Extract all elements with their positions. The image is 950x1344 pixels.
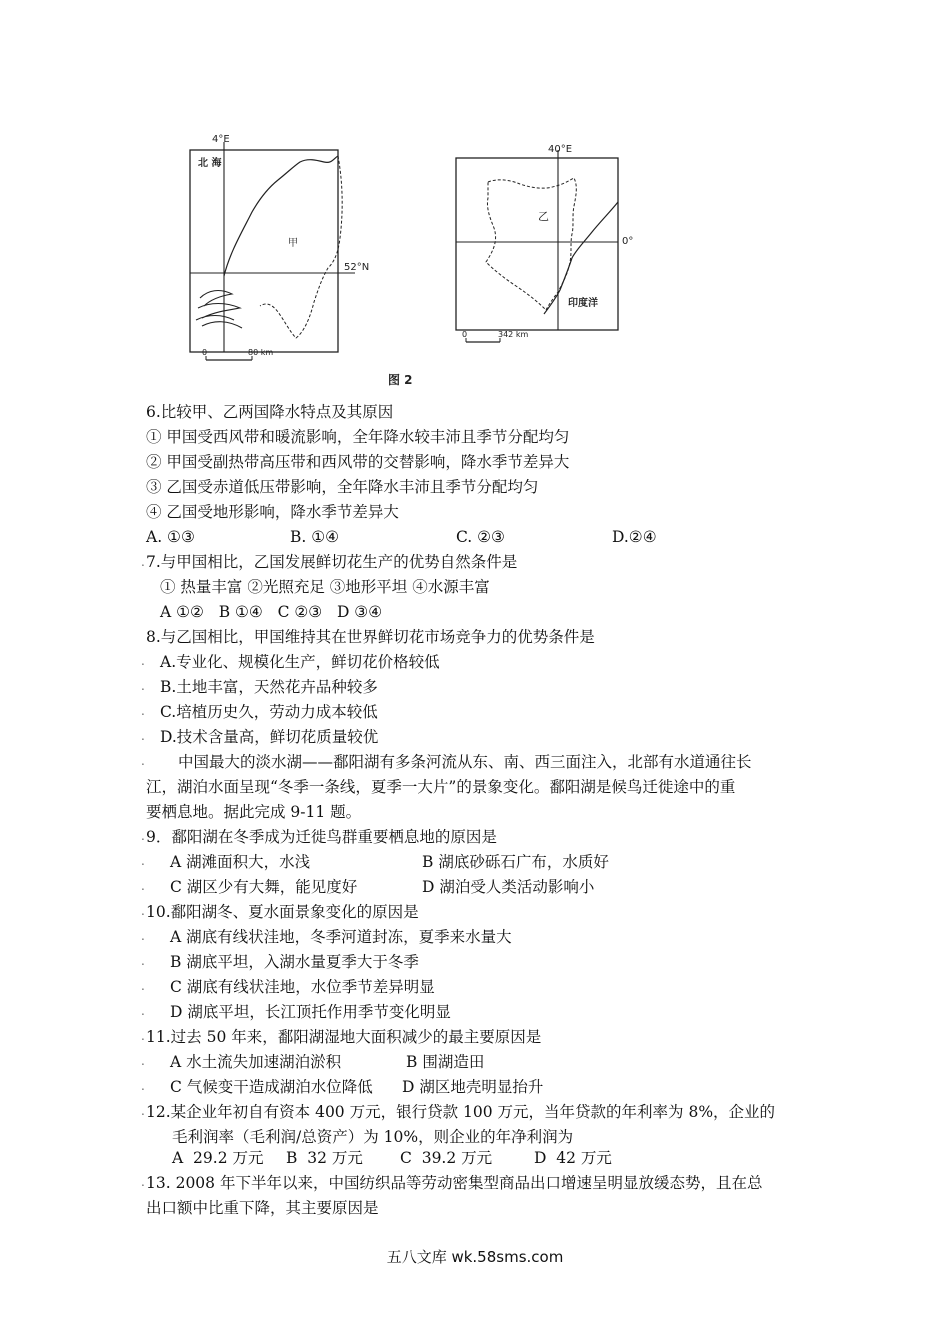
map-yi-lat-label: 0°	[622, 236, 634, 247]
q9-option-a: A 湖滩面积大，水浅	[170, 853, 311, 871]
q6-option-c: C. ②③	[456, 528, 505, 546]
map-jia-coastline	[224, 156, 338, 276]
passage-line-3: 要栖息地。据此完成 9-11 题。	[146, 803, 362, 821]
q13-stem-cont: 出口额中比重下降，其主要原因是	[146, 1199, 379, 1217]
delta-islands	[196, 291, 242, 328]
q8-option-d: D.技术含量高，鲜切花质量较优	[160, 728, 379, 746]
q12-option-b: B 32 万元	[286, 1149, 363, 1167]
q7-stem: 7.与甲国相比，乙国发展鲜切花生产的优势自然条件是	[146, 553, 518, 571]
q10-option-c: C 湖底有线状洼地，水位季节差异明显	[170, 978, 435, 996]
q11-stem: 11.过去 50 年来，鄱阳湖湿地大面积减少的最主要原因是	[146, 1028, 542, 1046]
q12-option-c: C 39.2 万元	[400, 1149, 493, 1167]
q6-statement-3: ③ 乙国受赤道低压带影响，全年降水丰沛且季节分配均匀	[146, 478, 539, 496]
map-yi-border	[486, 178, 576, 310]
map-yi-country-label: 乙	[538, 210, 549, 223]
map-jia-country-label: 甲	[288, 238, 298, 249]
map-jia-scale-dist: 80 km	[248, 348, 274, 357]
q6-statement-1: ① 甲国受西风带和暖流影响，全年降水较丰沛且季节分配均匀	[146, 428, 570, 446]
q6-statement-4: ④ 乙国受地形影响，降水季节差异大	[146, 503, 399, 521]
q11-option-a: A 水土流失加速湖泊淤积	[170, 1053, 342, 1071]
map-yi-scale-dist: 342 km	[498, 330, 529, 339]
q12-stem-cont: 毛利润率（毛利润/总资产）为 10%，则企业的年净利润为	[172, 1128, 574, 1146]
map-jia	[190, 134, 369, 360]
q10-option-b: B 湖底平坦，入湖水量夏季大于冬季	[170, 953, 419, 971]
map-jia-scale-zero: 0	[202, 348, 208, 357]
figure-2-maps	[148, 122, 634, 392]
q7-options: A ①② B ①④ C ②③ D ③④	[160, 603, 383, 621]
q10-option-d: D 湖底平坦，长江顶托作用季节变化明显	[170, 1003, 451, 1021]
q8-option-c: C.培植历史久，劳动力成本较低	[160, 703, 378, 721]
footer-watermark: 五八文库 wk.58sms.com	[386, 1248, 564, 1266]
q9-stem: 9．鄱阳湖在冬季成为迁徙鸟群重要栖息地的原因是	[146, 828, 497, 846]
q12-option-a: A 29.2 万元	[172, 1149, 264, 1167]
passage-line-1: 中国最大的淡水湖——鄱阳湖有多条河流从东、南、西三面注入，北部有水道通往长	[178, 753, 752, 771]
figure-caption: 图 2	[388, 373, 413, 387]
q8-stem: 8.与乙国相比，甲国维持其在世界鲜切花市场竞争力的优势条件是	[146, 628, 595, 646]
passage-line-2: 江，湖泊水面呈现“冬季一条线，夏季一大片”的景象变化。鄱阳湖是候鸟迁徙途中的重	[146, 778, 736, 796]
q6-stem: 6.比较甲、乙两国降水特点及其原因	[146, 403, 394, 421]
map-yi-lon-label: 40°E	[548, 144, 573, 155]
map-yi-scale-zero: 0	[462, 330, 468, 339]
q6-option-a: A. ①③	[146, 528, 195, 546]
q9-option-b: B 湖底砂砾石广布，水质好	[422, 853, 609, 871]
q6-option-d: D.②④	[612, 528, 657, 546]
q12-stem: 12.某企业年初自有资本 400 万元，银行贷款 100 万元，当年贷款的年利率为 8%，企业的	[146, 1103, 776, 1121]
q8-option-a: A.专业化、规模化生产，鲜切花价格较低	[160, 653, 440, 671]
q11-option-b: B 围湖造田	[406, 1053, 485, 1071]
q6-option-b: B. ①④	[290, 528, 340, 546]
map-jia-sea-label: 北 海	[198, 158, 222, 169]
q6-statement-2: ② 甲国受副热带高压带和西风带的交替影响，降水季节差异大	[146, 453, 570, 471]
map-yi	[456, 144, 633, 342]
map-jia-border	[260, 156, 342, 338]
q7-statements: ① 热量丰富 ②光照充足 ③地形平坦 ④水源丰富	[160, 578, 490, 596]
q11-option-d: D 湖区地壳明显抬升	[402, 1078, 544, 1096]
q12-option-d: D 42 万元	[534, 1149, 612, 1167]
map-jia-lon-label: 4°E	[212, 134, 230, 145]
q13-stem: 13. 2008 年下半年以来，中国纺织品等劳动密集型商品出口增速呈明显放缓态势，且在总	[146, 1174, 763, 1192]
q10-option-a: A 湖底有线状洼地，冬季河道封冻，夏季来水量大	[170, 928, 512, 946]
map-yi-ocean-label: 印度洋	[568, 298, 598, 309]
map-jia-lat-label: 52°N	[344, 262, 370, 273]
q8-option-b: B.土地丰富，天然花卉品种较多	[160, 678, 378, 696]
q9-option-d: D 湖泊受人类活动影响小	[422, 878, 595, 896]
q9-option-c: C 湖区少有大舞，能见度好	[170, 878, 358, 896]
q10-stem: 10.鄱阳湖冬、夏水面景象变化的原因是	[146, 903, 419, 921]
q11-option-c: C 气候变干造成湖泊水位降低	[170, 1078, 373, 1096]
